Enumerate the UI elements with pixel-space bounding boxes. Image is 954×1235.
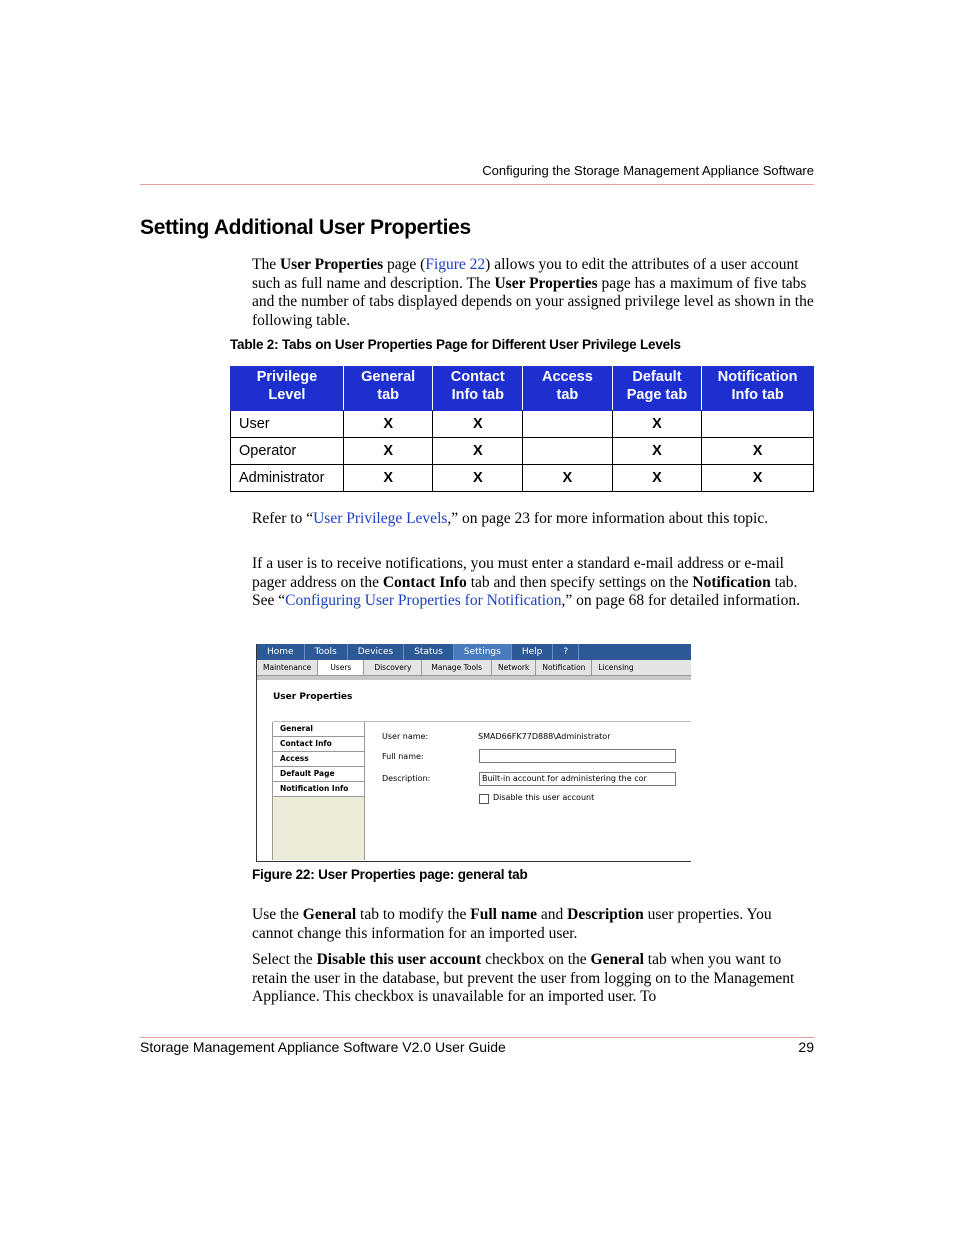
- configuring-notification-link[interactable]: Configuring User Properties for Notification: [285, 592, 562, 610]
- intro-paragraph: [252, 256, 814, 330]
- user-privilege-levels-link[interactable]: User Privilege Levels: [313, 510, 448, 527]
- text: ) allows you to edit the attributes of a user account such as full name and description. The: [252, 256, 799, 292]
- description-label: Description:: [382, 774, 431, 783]
- bold-term: General: [590, 951, 644, 968]
- disable-account-checkbox[interactable]: [479, 794, 489, 804]
- table-cell: [523, 438, 613, 465]
- nav-separator: [257, 676, 691, 680]
- bold-term: Description: [567, 906, 644, 923]
- header-line: Info tab: [731, 387, 784, 403]
- text: Select the: [252, 951, 317, 968]
- table-cell: X: [702, 465, 814, 492]
- user-name-value: SMAD66FK77D888\Administrator: [478, 732, 611, 741]
- table-cell: User: [231, 411, 344, 438]
- table-cell: X: [612, 465, 702, 492]
- refer-paragraph: [252, 510, 814, 529]
- text: Refer to “: [252, 510, 314, 527]
- top-tab-help[interactable]: Help: [512, 644, 554, 660]
- bold-term: Disable this user account: [316, 951, 482, 968]
- tab-default-page[interactable]: Default Page: [273, 767, 364, 782]
- running-header: Configuring the Storage Management Appliance Software: [482, 163, 814, 178]
- text: page (: [383, 256, 426, 273]
- table-cell: X: [702, 438, 814, 465]
- top-tab-tools[interactable]: Tools: [305, 644, 348, 660]
- tab-general[interactable]: General: [273, 722, 364, 737]
- header-line: tab: [377, 387, 400, 403]
- sub-tab-maintenance[interactable]: Maintenance: [257, 660, 318, 675]
- user-properties-screenshot: [256, 644, 691, 862]
- header-line: Notification: [717, 369, 798, 385]
- properties-tab-menu: [272, 722, 365, 860]
- sub-tab-manage-tools[interactable]: Manage Tools: [422, 660, 492, 675]
- top-tab-devices[interactable]: Devices: [348, 644, 404, 660]
- text: ,” on page 68 for detailed information.: [561, 592, 800, 610]
- header-line: Page tab: [626, 387, 688, 403]
- bold-term: User Properties: [279, 256, 384, 273]
- header-line: Contact: [450, 369, 505, 385]
- bold-term: General: [302, 906, 357, 923]
- top-tab-question[interactable]: ?: [553, 644, 579, 660]
- sub-tab-users[interactable]: Users: [318, 660, 364, 675]
- footer-rule: [140, 1037, 814, 1038]
- header-line: Info tab: [451, 387, 504, 403]
- table-cell: X: [612, 411, 702, 438]
- sub-tab-discovery[interactable]: Discovery: [364, 660, 422, 675]
- notification-paragraph: [252, 555, 814, 611]
- text: tab and then specify settings on the: [466, 573, 693, 591]
- bold-term: Contact Info: [382, 573, 467, 591]
- table-cell: X: [433, 411, 523, 438]
- top-nav-bar: [257, 644, 691, 660]
- sub-tab-network[interactable]: Network: [492, 660, 536, 675]
- table-cell: X: [612, 438, 702, 465]
- privilege-table: [230, 366, 814, 492]
- header-line: Access: [541, 369, 593, 385]
- table-row: [231, 465, 814, 492]
- user-name-label: User name:: [382, 732, 429, 741]
- table-cell: X: [343, 411, 433, 438]
- text: ,” on page 23 for more information about this topic.: [447, 510, 769, 527]
- top-tab-settings[interactable]: Settings: [454, 644, 512, 660]
- header-line: tab: [556, 387, 579, 403]
- text: tab. See “: [252, 573, 798, 610]
- text: user properties. You cannot change this information for an imported user.: [252, 906, 772, 942]
- table-cell: X: [433, 438, 523, 465]
- sub-nav-bar: [257, 660, 691, 676]
- table-cell: X: [343, 465, 433, 492]
- figure-22-link[interactable]: Figure 22: [425, 256, 486, 273]
- footer-guide-title: Storage Management Appliance Software V2.0 User Guide: [140, 1039, 506, 1055]
- table-cell: X: [523, 465, 613, 492]
- table-cell: Operator: [231, 438, 344, 465]
- text: page has a maximum of five tabs and the number of tabs displayed depends on your assigned privilege level as shown in the following table.: [252, 274, 814, 329]
- table-cell: [523, 411, 613, 438]
- col-header: [612, 367, 702, 411]
- col-header: [523, 367, 613, 411]
- col-header: [702, 367, 814, 411]
- header-rule: [140, 184, 814, 185]
- general-tab-paragraph: [252, 906, 814, 943]
- bold-term: Notification: [692, 573, 771, 591]
- top-tab-status[interactable]: Status: [404, 644, 454, 660]
- table-row: [231, 411, 814, 438]
- tab-contact-info[interactable]: Contact Info: [273, 737, 364, 752]
- page-number: 29: [798, 1039, 814, 1055]
- sub-tab-notification[interactable]: Notification: [536, 660, 592, 675]
- header-line: Default: [632, 369, 682, 385]
- header-line: Privilege: [256, 369, 318, 385]
- header-line: Level: [268, 387, 306, 403]
- table-cell: [702, 411, 814, 438]
- disable-account-label: Disable this user account: [493, 793, 595, 802]
- table-cell: X: [343, 438, 433, 465]
- description-input[interactable]: Built-in account for administering the cor: [479, 772, 676, 786]
- table-cell: X: [433, 465, 523, 492]
- text: and: [537, 906, 568, 923]
- table-row: [231, 438, 814, 465]
- user-properties-title: User Properties: [273, 692, 353, 702]
- bold-term: User Properties: [494, 274, 598, 292]
- sub-tab-licensing[interactable]: Licensing: [598, 663, 634, 672]
- tab-access[interactable]: Access: [273, 752, 364, 767]
- text: checkbox on the: [481, 951, 591, 968]
- col-header: [343, 367, 433, 411]
- full-name-label: Full name:: [382, 752, 424, 761]
- col-header: [433, 367, 523, 411]
- tab-notification-info[interactable]: Notification Info: [273, 782, 364, 797]
- table-caption: Table 2: Tabs on User Properties Page for Different User Privilege Levels: [230, 337, 681, 352]
- table-header-row: [231, 367, 814, 411]
- text: The: [252, 256, 280, 273]
- figure-caption: Figure 22: User Properties page: general tab: [252, 867, 528, 882]
- bold-term: Full name: [470, 906, 537, 923]
- text: tab to modify the: [356, 906, 471, 923]
- header-line: General: [361, 369, 416, 385]
- text: Use the: [252, 906, 303, 923]
- text: If a user is to receive notifications, you must enter a standard e-mail address or e-mail pager address on the: [252, 555, 784, 591]
- full-name-input[interactable]: [479, 749, 676, 763]
- table-cell: Administrator: [231, 465, 344, 492]
- text: tab when you want to retain the user in the database, but prevent the user from logging on to the Management Appliance. This checkbox is unavailable for an imported user. To: [252, 951, 795, 1006]
- col-header: [231, 367, 344, 411]
- disable-account-paragraph: [252, 951, 814, 1007]
- top-tab-home[interactable]: Home: [257, 644, 305, 660]
- section-title: Setting Additional User Properties: [140, 216, 471, 239]
